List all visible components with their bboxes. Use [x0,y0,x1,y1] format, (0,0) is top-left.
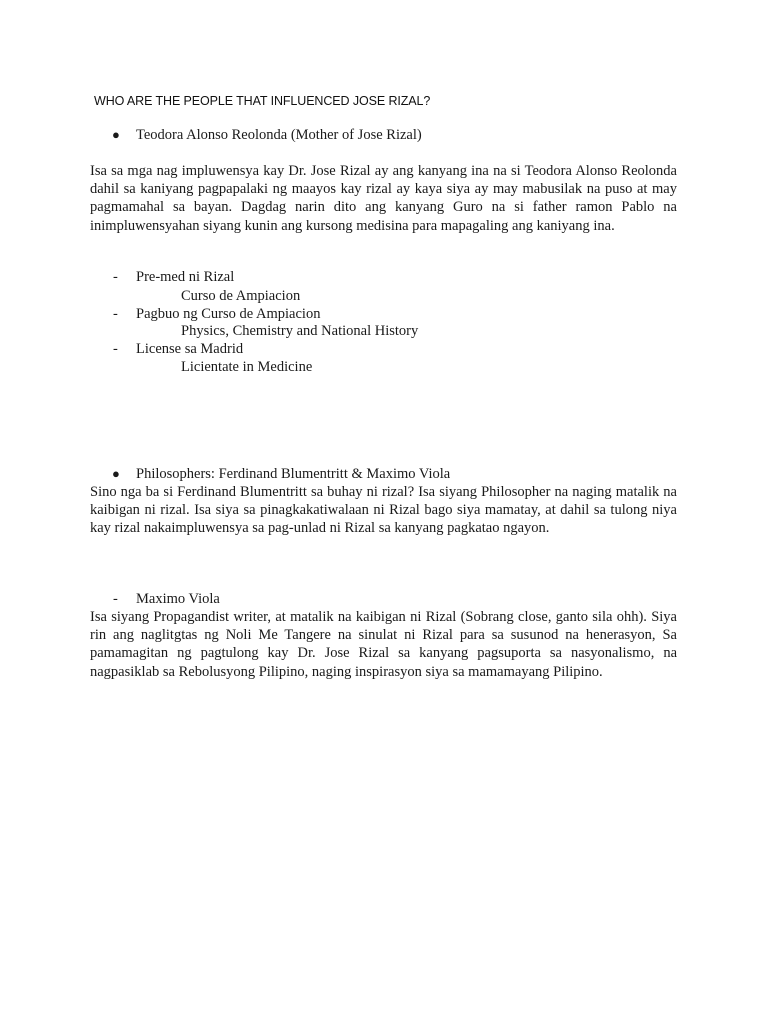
section1-bullet: Teodora Alonso Reolonda (Mother of Jose Rizal) [136,127,422,143]
list-subitem: Physics, Chemistry and National History [181,323,419,339]
section2-paragraph: Sino nga ba si Ferdinand Blumentritt sa buhay ni rizal? Isa siyang Philosopher na naging matalik na kaibigan ni rizal. Isa siya sa pinagkakatiwalaan ni Rizal bago siya mamatay, at dahil sa tulong niya kay rizal nakaimpluwensya sa pag-unlad ni Rizal sa kanyang pagkatao ngayon. [90,484,677,537]
list-item: Pre-med ni Rizal [136,269,235,285]
bullet-dot: ● [112,127,120,142]
list-subitem: Licientate in Medicine [181,359,313,375]
list-item: License sa Madrid [136,341,244,357]
bullet-dot: ● [112,466,120,481]
list-subitem: Curso de Ampiacion [181,288,301,304]
section1-paragraph: Isa sa mga nag impluwensya kay Dr. Jose Rizal ay ang kanyang ina na si Teodora Alonso Reolonda dahil sa kaniyang pagpapalaki ng maayos kay rizal ay kaya siya ay may mabusilak na puso at may pagmamahal sa bayan. Dagdag narin dito ang kanyang Guro na si father ramon Pablo na inimpluwensyahan siyang kunin ang kursong medisina para mapagaling ang kaniyang ina. [90,163,677,234]
dash-marker: - [113,306,118,322]
dash-marker: - [113,269,118,285]
section3-paragraph: Isa siyang Propagandist writer, at matalik na kaibigan ni Rizal (Sobrang close, ganto sila ohh). Siya rin ang naglitgtas ng Noli Me Tangere na sinulat ni Rizal para sa susunod na henerasyon, Sa pamamagitan ng pagtulong kay Dr. Jose Rizal sa kanyang pagsuporta sa nasyonalismo, na nagpasiklab sa Rebolusyong Pilipino, naging inspirasyon siya sa mamamayang Pilipino. [90,609,677,680]
list-item: Maximo Viola [136,591,220,607]
section2-bullet: Philosophers: Ferdinand Blumentritt & Maximo Viola [136,466,451,482]
dash-marker: - [113,341,118,357]
list-item: Pagbuo ng Curso de Ampiacion [136,306,321,322]
dash-marker: - [113,591,118,607]
document-title: WHO ARE THE PEOPLE THAT INFLUENCED JOSE RIZAL? [94,94,431,108]
